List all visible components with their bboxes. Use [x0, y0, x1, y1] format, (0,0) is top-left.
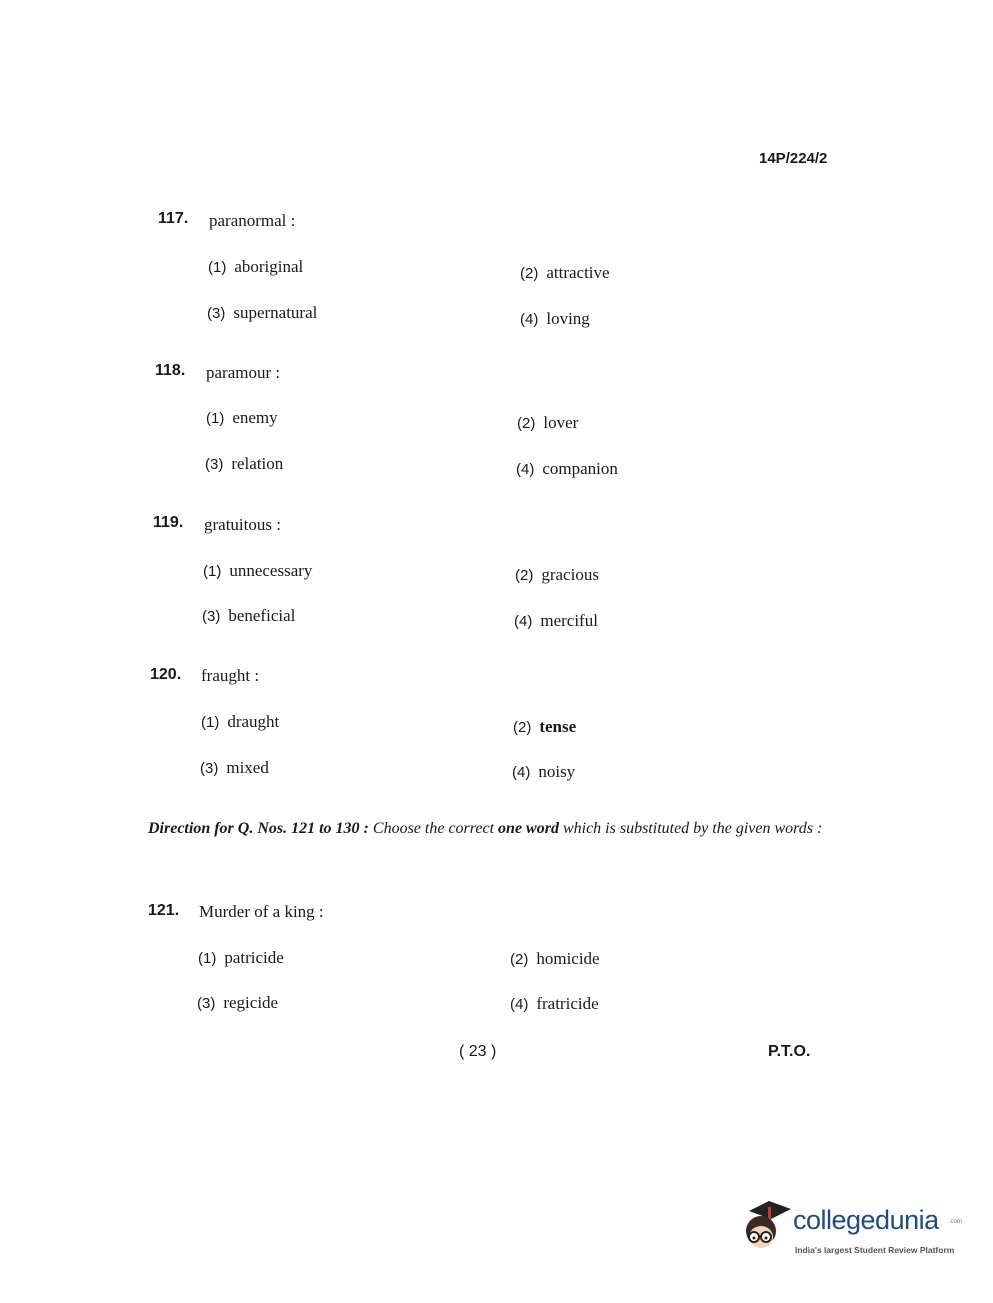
page-number: ( 23 ): [459, 1043, 497, 1060]
option-1[interactable]: (1) enemy: [206, 408, 278, 427]
option-3[interactable]: (3) beneficial: [202, 606, 296, 625]
option-4[interactable]: (4) merciful: [514, 611, 598, 630]
paper-code: 14P/224/2: [759, 150, 828, 167]
option-4[interactable]: (4) loving: [520, 309, 590, 328]
question-word: gratuitous :: [204, 515, 281, 534]
question-word: Murder of a king :: [199, 902, 324, 921]
direction-text: Direction for Q. Nos. 121 to 130 : Choose the correct one word which is substituted by the given words :: [148, 820, 823, 837]
mascot-icon: [735, 1197, 795, 1259]
option-2[interactable]: (2) attractive: [520, 263, 610, 282]
direction-emphasis: one word: [498, 820, 559, 837]
brand-suffix: .com: [949, 1219, 963, 1225]
option-4[interactable]: (4) fratricide: [510, 994, 599, 1013]
question-number: 121.: [148, 902, 180, 919]
brand-name: collegedunia: [793, 1205, 939, 1235]
option-4[interactable]: (4) noisy: [512, 762, 576, 781]
question-word: fraught :: [201, 666, 260, 685]
question-number: 118.: [155, 362, 186, 379]
collegedunia-logo[interactable]: [735, 1195, 965, 1265]
option-1[interactable]: (1) unnecessary: [203, 561, 313, 580]
question-word: paranormal :: [209, 211, 296, 230]
option-1[interactable]: (1) aboriginal: [208, 257, 304, 276]
option-1[interactable]: (1) patricide: [198, 948, 284, 967]
question-number: 119.: [153, 514, 184, 531]
option-3[interactable]: (3) relation: [205, 454, 284, 473]
option-1[interactable]: (1) draught: [201, 712, 280, 731]
option-2[interactable]: (2) lover: [517, 413, 579, 432]
question-number: 120.: [150, 666, 182, 683]
option-3[interactable]: (3) supernatural: [207, 303, 318, 322]
question-word: paramour :: [206, 363, 281, 382]
option-4[interactable]: (4) companion: [516, 459, 618, 478]
pto-label: P.T.O.: [768, 1043, 811, 1060]
option-3[interactable]: (3) mixed: [200, 758, 269, 777]
direction-label: Direction for Q. Nos. 121 to 130 :: [148, 820, 369, 837]
option-2[interactable]: (2) homicide: [510, 949, 600, 968]
option-2[interactable]: (2) gracious: [515, 565, 599, 584]
question-number: 117.: [158, 210, 189, 227]
option-2[interactable]: (2) tense: [513, 717, 577, 736]
option-3[interactable]: (3) regicide: [197, 993, 279, 1012]
brand-tagline: India's largest Student Review Platform: [795, 1245, 955, 1255]
